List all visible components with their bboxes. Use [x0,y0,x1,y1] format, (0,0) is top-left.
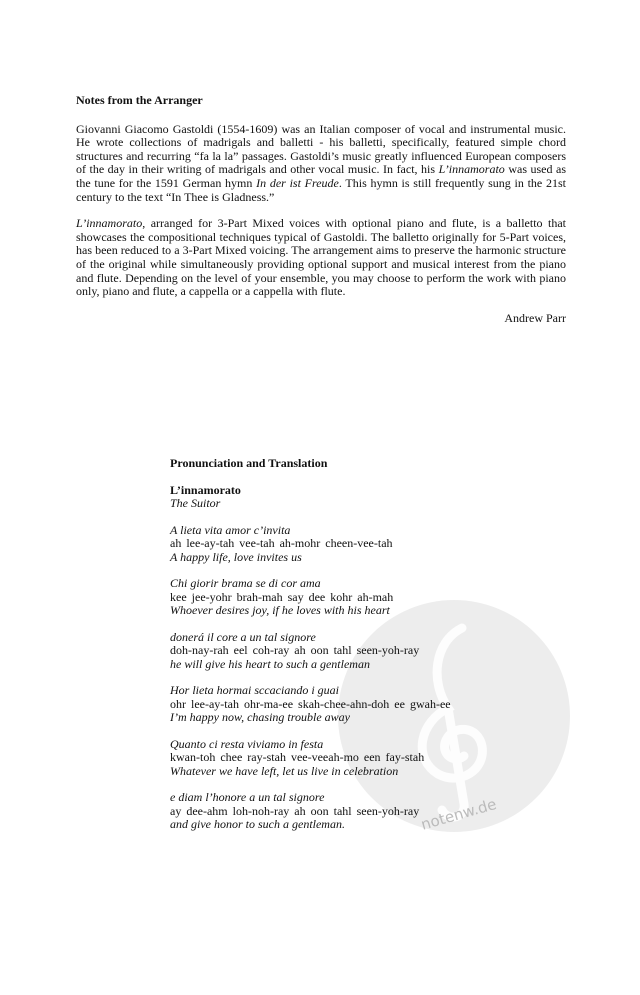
stanza-phonetic: ohr lee-ay-tah ohr-ma-ee skah-chee-ahn-doh ee gwah-ee [170,696,451,711]
stanza [170,577,570,618]
song-title: L’innamorato [170,482,241,497]
stanza [170,684,570,725]
stanza-original: A lieta vita amor c’invita [170,522,291,537]
arranger-signature: Andrew Parr [504,310,566,325]
stanza [170,791,570,832]
notes-paragraph-2: L’innamorato, arranged for 3-Part Mixed voices with optional piano and flute, is a balletto that showcases the compositional techniques typical of Gastoldi. The balletto originally for 5-Part voices, has been reduced to a 3-Part Mixed voicing. The arrangement aims to preserve the harmonic structure of the original while simultaneously providing optional support and musical interest from the piano and flute. Depending on the level of your ensemble, you may choose to perform the work with piano only, piano and flute, a cappella or a cappella with flute. [76,216,566,299]
stanza-translation: he will give his heart to such a gentleman [170,656,370,671]
stanza-translation: Whatever we have left, let us live in celebration [170,763,399,778]
watermark-text: notenw.de [418,794,499,834]
stanza [170,738,570,779]
stanza-translation: A happy life, love invites us [170,549,302,564]
stanza-phonetic: kwan-toh chee ray-stah vee-veeah-mo een fay-stah [170,750,425,764]
stanza-original: e diam l’honore a un tal signore [170,790,325,804]
stanza-phonetic: doh-nay-rah eel coh-ray ah oon tahl seen-yoh-ray [170,643,420,657]
stanza-translation: I’m happy now, chasing trouble away [170,710,350,724]
pronunciation-section [170,457,570,845]
stanza-phonetic: ah lee-ay-tah vee-tah ah-mohr cheen-vee-tah [170,536,393,550]
song-subtitle: The Suitor [170,496,221,510]
stanza-translation: Whoever desires joy, if he loves with his heart [170,603,390,617]
stanza-original: Chi giorir brama se di cor ama [170,576,321,590]
stanza-phonetic: kee jee-yohr brah-mah say dee kohr ah-mah [170,589,394,604]
arranger-notes [76,94,566,325]
stanza-original: Quanto ci resta viviamo in festa [170,736,324,751]
stanza-original: Hor lieta hormai sccaciando i guai [170,683,339,697]
notes-paragraph-1: Giovanni Giacomo Gastoldi (1554-1609) was an Italian composer of vocal and instrumental music. He wrote collections of madrigals and balletti - his balletti, specifically, featured simple chord structures and recurring “fa la la” passages. Gastoldi’s music greatly influenced European composers of the day in their writing of madrigals and other vocal music. In fact, his L’innamorato was used as the tune for the 1591 German hymn In der ist Freude. This hymn is still frequently sung in the 21st century to the text “In Thee is Gladness.” [76,121,567,204]
stanza [170,524,570,565]
stanza-original: donerá il core a un tal signore [170,629,316,644]
stanza-phonetic: ay dee-ahm loh-noh-ray ah oon tahl seen-yoh-ray [170,803,420,818]
pronunciation-heading: Pronunciation and Translation [170,456,328,470]
stanza [170,631,570,672]
notes-heading: Notes from the Arranger [76,93,203,107]
stanza-translation: and give honor to such a gentleman. [170,817,345,831]
